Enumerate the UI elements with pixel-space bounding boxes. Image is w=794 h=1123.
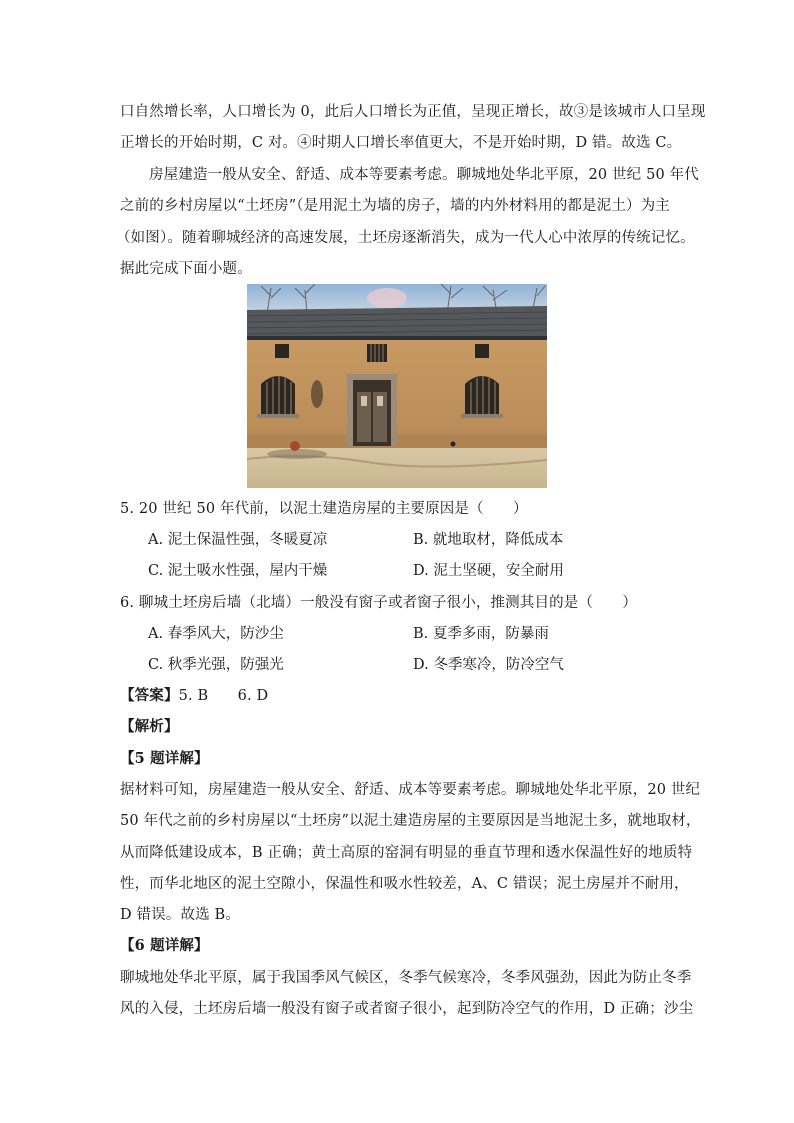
q5-detail-line-5: D 错误。故选 B。: [120, 907, 240, 923]
q6-option-d: D. 冬季寒冷，防冷空气: [413, 657, 564, 673]
intro-line-2: 正增长的开始时期，C 对。④时期人口增长率值更大，不是开始时期，D 错。故选 C。: [120, 135, 682, 151]
analysis-label: 【解析】: [120, 718, 179, 735]
q5-detail-line-3: 从而降低建设成本，B 正确；黄土高原的窑洞有明显的垂直节理和透水保温性好的地质特: [120, 845, 693, 861]
q5-stem: 5. 20 世纪 50 年代前，以泥土建造房屋的主要原因是（ ）: [120, 501, 528, 517]
q6-option-b: B. 夏季多雨，防暴雨: [413, 626, 549, 642]
q6-detail-line-1: 聊城地处华北平原，属于我国季风气候区，冬季气候寒冷，冬季风强劲，因此为防止冬季: [120, 970, 692, 986]
passage-line-2: 之前的乡村房屋以“土坯房”（是用泥土为墙的房子，墙的内外材料用的都是泥土）为主: [120, 198, 670, 214]
q5-option-a: A. 泥土保温性强，冬暖夏凉: [148, 532, 328, 548]
q6-stem: 6. 聊城土坯房后墙（北墙）一般没有窗子或者窗子很小，推测其目的是（ ）: [120, 595, 637, 611]
q5-detail-line-1: 据材料可知，房屋建造一般从安全、舒适、成本等要素考虑。聊城地处华北平原，20 世纪: [120, 782, 701, 798]
passage-line-3: （如图）。随着聊城经济的高速发展，土坯房逐渐消失，成为一代人心中浓厚的传统记忆。: [116, 230, 695, 246]
answer-line: [120, 686, 680, 706]
q5-option-c: C. 泥土吸水性强，屋内干燥: [148, 563, 328, 579]
passage-line-1: 房屋建造一般从安全、舒适、成本等要素考虑。聊城地处华北平原，20 世纪 50 年代: [149, 167, 699, 183]
q5-detail-line-2: 50 年代之前的乡村房屋以“土坯房”以泥土建造房屋的主要原因是当地泥土多，就地取材，: [120, 813, 701, 829]
q5-option-d: D. 泥土坚硬，安全耐用: [413, 563, 564, 579]
q6-detail-line-2: 风的入侵，土坯房后墙一般没有窗子或者窗子很小，起到防冷空气的作用，D 正确；沙尘: [120, 1001, 694, 1017]
q6-option-c: C. 秋季光强，防强光: [148, 657, 284, 673]
intro-line-1: 口自然增长率，人口增长为 0，此后人口增长为正值，呈现正增长，故③是该城市人口呈现: [120, 104, 706, 120]
answer-text: 5. B 6. D: [178, 688, 269, 704]
passage-line-4: 据此完成下面小题。: [120, 261, 252, 277]
q5-detail-line-4: 性，而华北地区的泥土空隙小，保温性和吸水性较差，A、C 错误；泥土房屋并不耐用，: [120, 876, 689, 892]
q5-option-b: B. 就地取材，降低成本: [413, 532, 564, 548]
q6-detail-label: 【6 题详解】: [120, 937, 209, 954]
answer-label: 【答案】: [120, 687, 179, 704]
q6-option-a: A. 春季风大，防沙尘: [148, 626, 284, 642]
adobe-house-photo: [247, 284, 547, 488]
q5-detail-label: 【5 题详解】: [120, 750, 209, 767]
